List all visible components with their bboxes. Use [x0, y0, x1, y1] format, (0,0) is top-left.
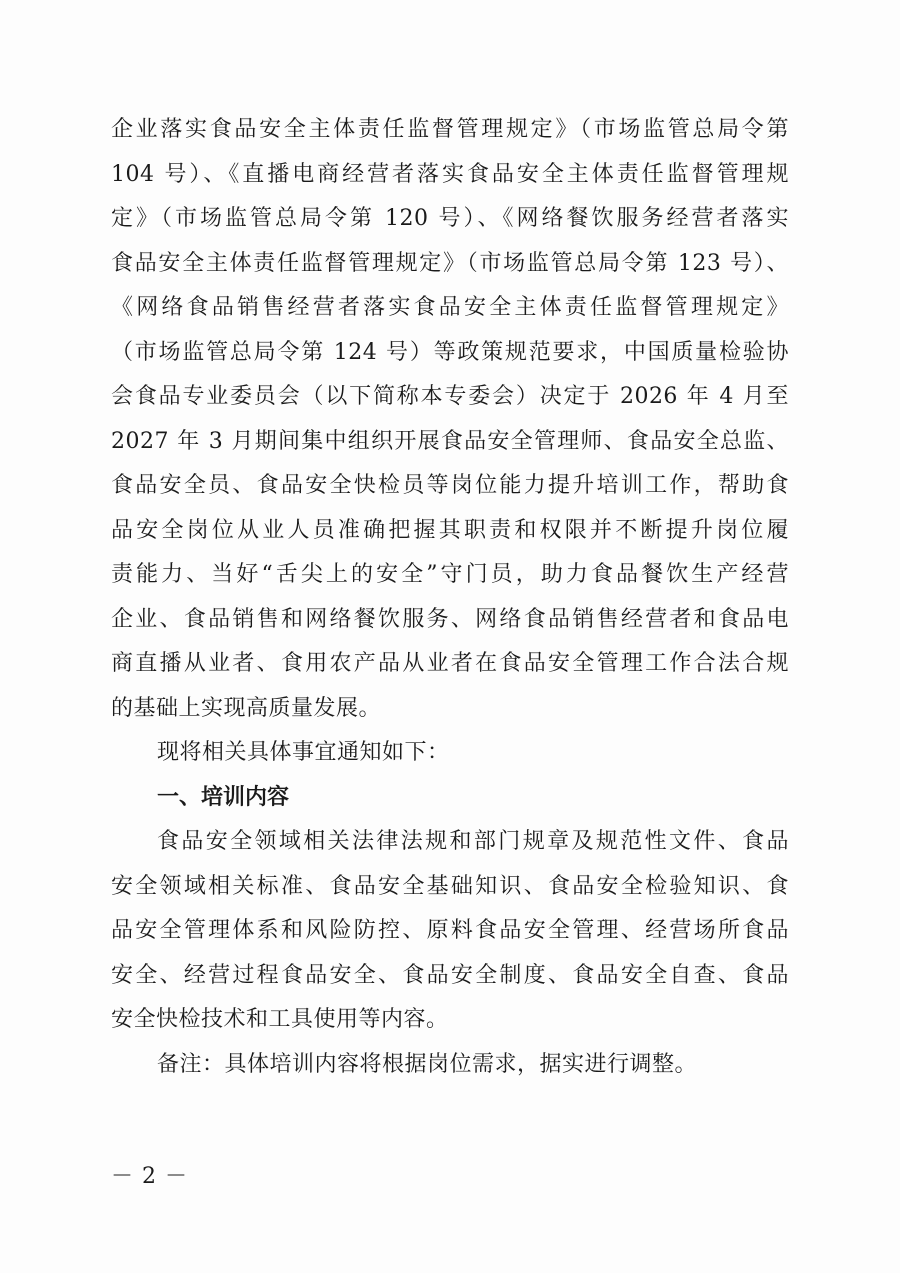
- text-line: 安全、经营过程食品安全、食品安全制度、食品安全自查、食品: [111, 962, 789, 988]
- text-line: 104 号）、《直播电商经营者落实食品安全主体责任监督管理规: [111, 161, 789, 187]
- text-line: 企业、食品销售和网络餐饮服务、网络食品销售经营者和食品电: [111, 606, 789, 632]
- training-content-paragraph: [111, 820, 789, 1043]
- text-line: 品安全岗位从业人员准确把握其职责和权限并不断提升岗位履: [111, 517, 789, 543]
- text-line: 安全领域相关标准、食品安全基础知识、食品安全检验知识、食: [111, 873, 789, 899]
- text-line: 食品安全主体责任监督管理规定》（市场监管总局令第 123 号）、: [111, 250, 789, 276]
- text-line: 食品安全员、食品安全快检员等岗位能力提升培训工作，帮助食: [111, 473, 789, 498]
- text-line: 商直播从业者、食用农产品从业者在食品安全管理工作合法合规: [111, 651, 789, 676]
- text-line: 食品安全领域相关法律法规和部门规章及规范性文件、食品: [157, 829, 789, 854]
- intro-paragraph: [111, 108, 789, 731]
- text-line: 会食品专业委员会（以下简称本专委会）决定于 2026 年 4 月至: [111, 384, 789, 409]
- remark-line: 备注：具体培训内容将根据岗位需求，据实进行调整。: [157, 1051, 698, 1077]
- text-line: 定》（市场监管总局令第 120 号）、《网络餐饮服务经营者落实: [111, 206, 789, 231]
- page-number: － 2 －: [111, 1164, 188, 1189]
- text-line: 责能力、当好“舌尖上的安全”守门员，助力食品餐饮生产经营: [111, 562, 789, 587]
- text-line: 企业落实食品安全主体责任监督管理规定》（市场监管总局令第: [111, 117, 789, 142]
- text-line: 2027 年 3 月期间集中组织开展食品安全管理师、食品安全总监、: [111, 428, 789, 454]
- section-heading-training-content: 一、培训内容: [157, 784, 290, 810]
- text-line: （市场监管总局令第 124 号）等政策规范要求，中国质量检验协: [111, 339, 789, 365]
- text-line: 的基础上实现高质量发展。: [111, 695, 382, 721]
- document-body: [111, 108, 789, 1087]
- text-line: 安全快检技术和工具使用等内容。: [111, 1007, 449, 1032]
- text-line: 品安全管理体系和风险防控、原料食品安全管理、经营场所食品: [111, 918, 789, 943]
- notice-line: 现将相关具体事宜通知如下：: [157, 740, 450, 765]
- text-line: 《网络食品销售经营者落实食品安全主体责任监督管理规定》: [111, 295, 789, 320]
